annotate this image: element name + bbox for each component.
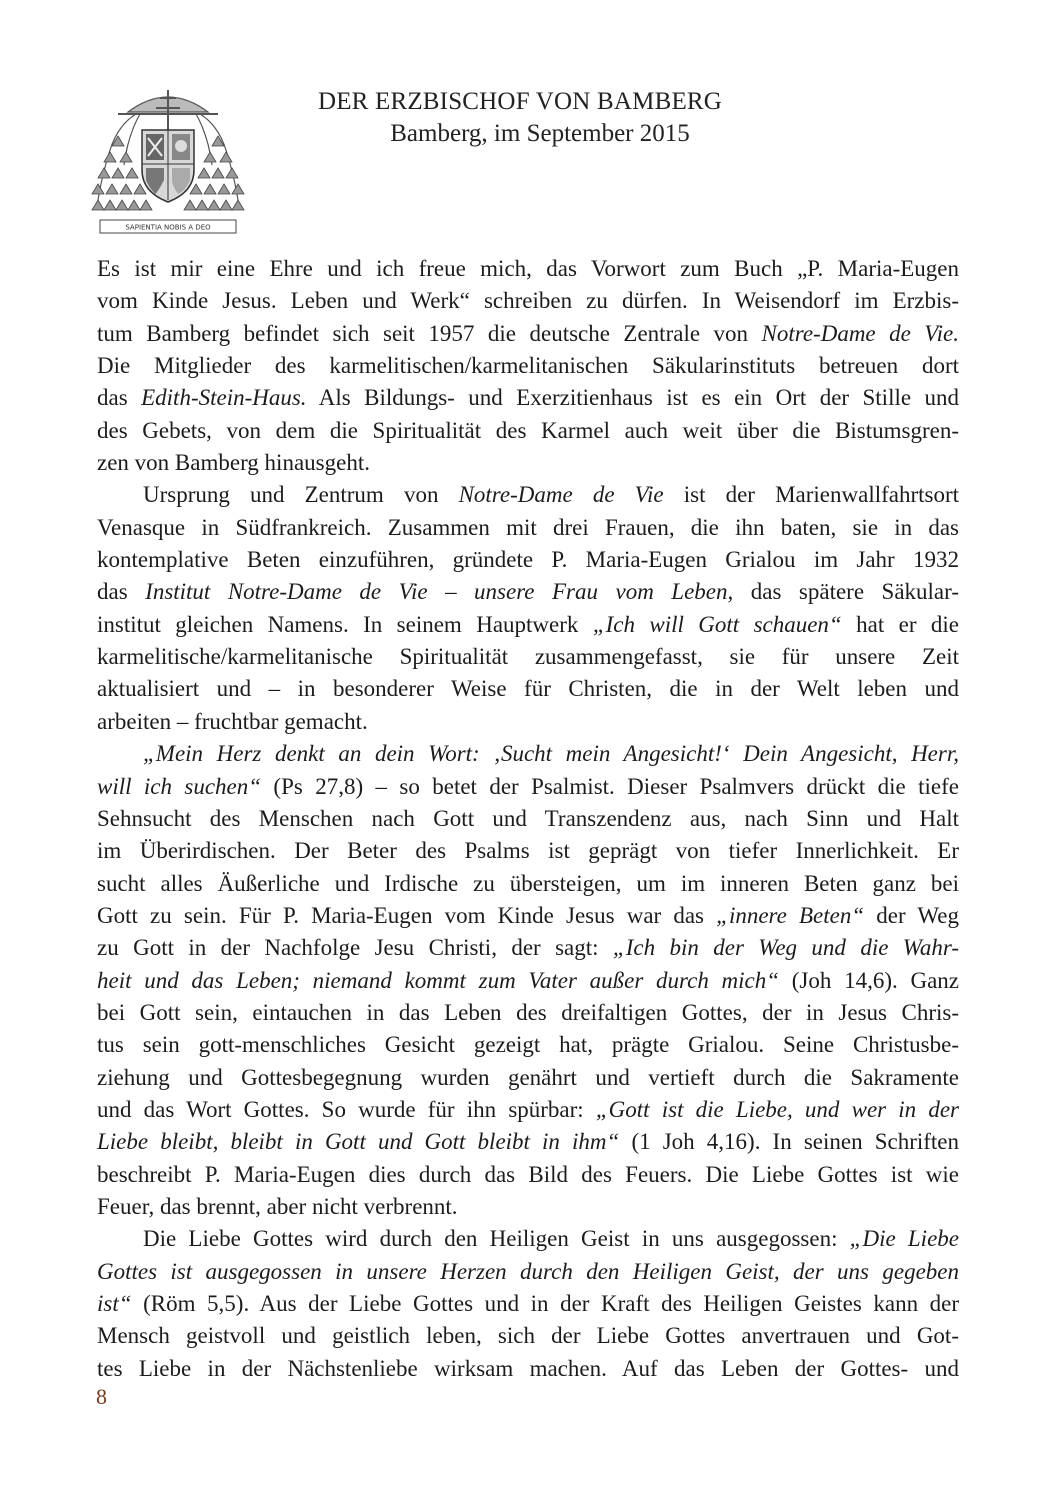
italic-text: Notre-Dame de Vie bbox=[458, 482, 664, 508]
text-run: ziehung und Gottesbegegnung wurden genährt und vertieft durch die Sakramente bbox=[97, 1064, 959, 1090]
letterhead-title: DER ERZBISCHOF VON BAMBERG bbox=[317, 88, 723, 115]
svg-text:SAPIENTIA NOBIS A DEO: SAPIENTIA NOBIS A DEO bbox=[125, 223, 211, 232]
text-line bbox=[97, 512, 959, 544]
text-run: das bbox=[97, 385, 142, 411]
text-run: Feuer, das brennt, aber nicht verbrennt. bbox=[97, 1193, 458, 1219]
text-run: aktualisiert und – in besonderer Weise für Christen, die in der Welt leben und bbox=[97, 676, 959, 702]
italic-text: „Ich will Gott schauen“ bbox=[592, 611, 842, 637]
text-run: der Weg bbox=[864, 902, 959, 928]
text-line bbox=[97, 803, 959, 835]
text-line bbox=[97, 738, 959, 770]
text-line bbox=[97, 1353, 959, 1385]
text-run: Als Bildungs- und Exerzitienhaus ist es ein Ort der Stille und bbox=[306, 385, 959, 411]
archbishop-coat-of-arms-icon bbox=[88, 80, 248, 236]
text-line bbox=[97, 965, 959, 997]
text-line bbox=[97, 1288, 959, 1320]
italic-text: „Gott ist die Liebe, und wer in der bbox=[595, 1096, 959, 1122]
text-line bbox=[97, 479, 959, 511]
text-line bbox=[97, 350, 959, 382]
text-line bbox=[97, 1126, 959, 1158]
text-run: Es ist mir eine Ehre und ich freue mich, das Vorwort zum Buch „P. Maria-Eugen bbox=[97, 256, 959, 281]
text-run: zu Gott in der Nachfolge Jesu Christi, der sagt: bbox=[97, 935, 613, 961]
text-line bbox=[97, 382, 959, 414]
text-line bbox=[97, 641, 959, 673]
text-line bbox=[97, 835, 959, 867]
letter-header bbox=[270, 86, 770, 150]
text-run: Die Mitglieder des karmelitischen/karmelitanischen Säkularinstituts betreuen dort bbox=[97, 353, 959, 379]
italic-text: Edith-Stein-Haus. bbox=[141, 385, 307, 411]
text-line bbox=[97, 673, 959, 705]
text-run: ist der Marienwallfahrtsort bbox=[663, 482, 960, 508]
text-line bbox=[97, 1062, 959, 1094]
text-run: bei Gott sein, eintauchen in das Leben des dreifaltigen Gottes, der in Jesus Chris- bbox=[97, 999, 959, 1025]
text-line bbox=[97, 706, 959, 738]
letterhead-date: Bamberg, im September 2015 bbox=[390, 120, 690, 147]
text-run: sucht alles Äußerliche und Irdische zu übersteigen, um im inneren Beten ganz bei bbox=[97, 870, 959, 896]
text-run: Mensch geistvoll und geistlich leben, sich der Liebe Gottes anvertrauen und Got- bbox=[97, 1323, 959, 1349]
text-run: im Überirdischen. Der Beter des Psalms ist geprägt von tiefer Innerlichkeit. Er bbox=[97, 838, 959, 864]
text-run: (Joh 14,6). Ganz bbox=[779, 967, 960, 993]
text-run: arbeiten – fruchtbar gemacht. bbox=[97, 708, 368, 734]
text-line bbox=[97, 1223, 959, 1255]
italic-text: „Die Liebe bbox=[849, 1226, 959, 1252]
text-run: tum Bamberg befindet sich seit 1957 die deutsche Zentrale von bbox=[97, 320, 762, 346]
italic-text: Notre-Dame de Vie. bbox=[761, 320, 959, 346]
text-line bbox=[97, 1191, 959, 1223]
text-run: Die Liebe Gottes wird durch den Heiligen Geist in uns ausgegossen: bbox=[143, 1226, 850, 1252]
text-run: vom Kinde Jesus. Leben und Werk“ schreiben zu dürfen. In Weisendorf im Erzbis- bbox=[97, 288, 959, 314]
foreword-body bbox=[97, 253, 959, 1385]
text-run: das bbox=[97, 579, 146, 605]
text-run: tus sein gott-menschliches Gesicht gezeigt hat, prägte Grialou. Seine Christusbe- bbox=[97, 1032, 959, 1058]
text-run: hat er die bbox=[841, 611, 959, 637]
text-line bbox=[97, 447, 959, 479]
text-line bbox=[97, 609, 959, 641]
text-line bbox=[97, 771, 959, 803]
text-line bbox=[97, 1256, 959, 1288]
italic-text: Institut Notre-Dame de Vie – unsere Frau vom Leben, bbox=[145, 579, 734, 605]
text-line bbox=[97, 1159, 959, 1191]
text-run: (Röm 5,5). Aus der Liebe Gottes und in der Kraft des Heiligen Geistes kann der bbox=[131, 1291, 959, 1316]
text-run: zen von Bamberg hinausgeht. bbox=[97, 450, 370, 476]
text-run: beschreibt P. Maria-Eugen dies durch das Bild des Feuers. Die Liebe Gottes ist wie bbox=[97, 1161, 959, 1187]
italic-text: Liebe bleibt, bleibt in Gott und Gott bleibt in ihm“ bbox=[97, 1129, 620, 1155]
text-line bbox=[97, 415, 959, 447]
text-run: karmelitische/karmelitanische Spiritualität zusammengefasst, sie für unsere Zeit bbox=[97, 644, 959, 670]
text-run: Gott zu sein. Für P. Maria-Eugen vom Kinde Jesus war das bbox=[97, 902, 717, 928]
text-line bbox=[97, 318, 959, 350]
text-line bbox=[97, 576, 959, 608]
text-line bbox=[97, 1029, 959, 1061]
text-run: Venasque in Südfrankreich. Zusammen mit drei Frauen, die ihn baten, sie in das bbox=[97, 514, 959, 540]
text-run: (Ps 27,8) – so betet der Psalmist. Dieser Psalmvers drückt die tiefe bbox=[261, 773, 959, 799]
italic-text: „innere Beten“ bbox=[716, 902, 865, 928]
text-run: tes Liebe in der Nächstenliebe wirksam machen. Auf das Leben der Gottes- und bbox=[97, 1355, 959, 1381]
text-line bbox=[97, 997, 959, 1029]
text-run: kontemplative Beten einzuführen, gründete P. Maria-Eugen Grialou im Jahr 1932 bbox=[97, 547, 959, 573]
text-line bbox=[97, 285, 959, 317]
text-run: des Gebets, von dem die Spiritualität des Karmel auch weit über die Bistumsgren- bbox=[97, 417, 959, 443]
text-line bbox=[97, 900, 959, 932]
text-line bbox=[97, 1094, 959, 1126]
text-run: Sehnsucht des Menschen nach Gott und Transzendenz aus, nach Sinn und Halt bbox=[97, 805, 959, 831]
text-run: das spätere Säkular- bbox=[733, 579, 959, 605]
text-line bbox=[97, 253, 959, 285]
text-line bbox=[97, 1320, 959, 1352]
italic-text: „Ich bin der Weg und die Wahr- bbox=[612, 935, 960, 961]
italic-text: heit und das Leben; niemand kommt zum Vater außer durch mich“ bbox=[97, 967, 780, 993]
text-run: institut gleichen Namens. In seinem Hauptwerk bbox=[97, 611, 593, 637]
text-line bbox=[97, 868, 959, 900]
page-number: 8 bbox=[96, 1384, 107, 1409]
text-line bbox=[97, 544, 959, 576]
italic-text: ist“ bbox=[97, 1291, 132, 1316]
italic-text: „Mein Herz denkt an dein Wort: ‚Sucht mein Angesicht!‘ Dein Angesicht, Herr, bbox=[143, 741, 959, 767]
text-run: Ursprung und Zentrum von bbox=[143, 482, 459, 508]
text-run: (1 Joh 4,16). In seinen Schriften bbox=[619, 1129, 959, 1155]
text-run: und das Wort Gottes. So wurde für ihn spürbar: bbox=[97, 1096, 596, 1122]
italic-text: Gottes ist ausgegossen in unsere Herzen durch den Heiligen Geist, der uns gegeben bbox=[97, 1258, 959, 1284]
italic-text: will ich suchen“ bbox=[97, 773, 262, 799]
text-line bbox=[97, 932, 959, 964]
coat-of-arms-image bbox=[88, 80, 248, 236]
